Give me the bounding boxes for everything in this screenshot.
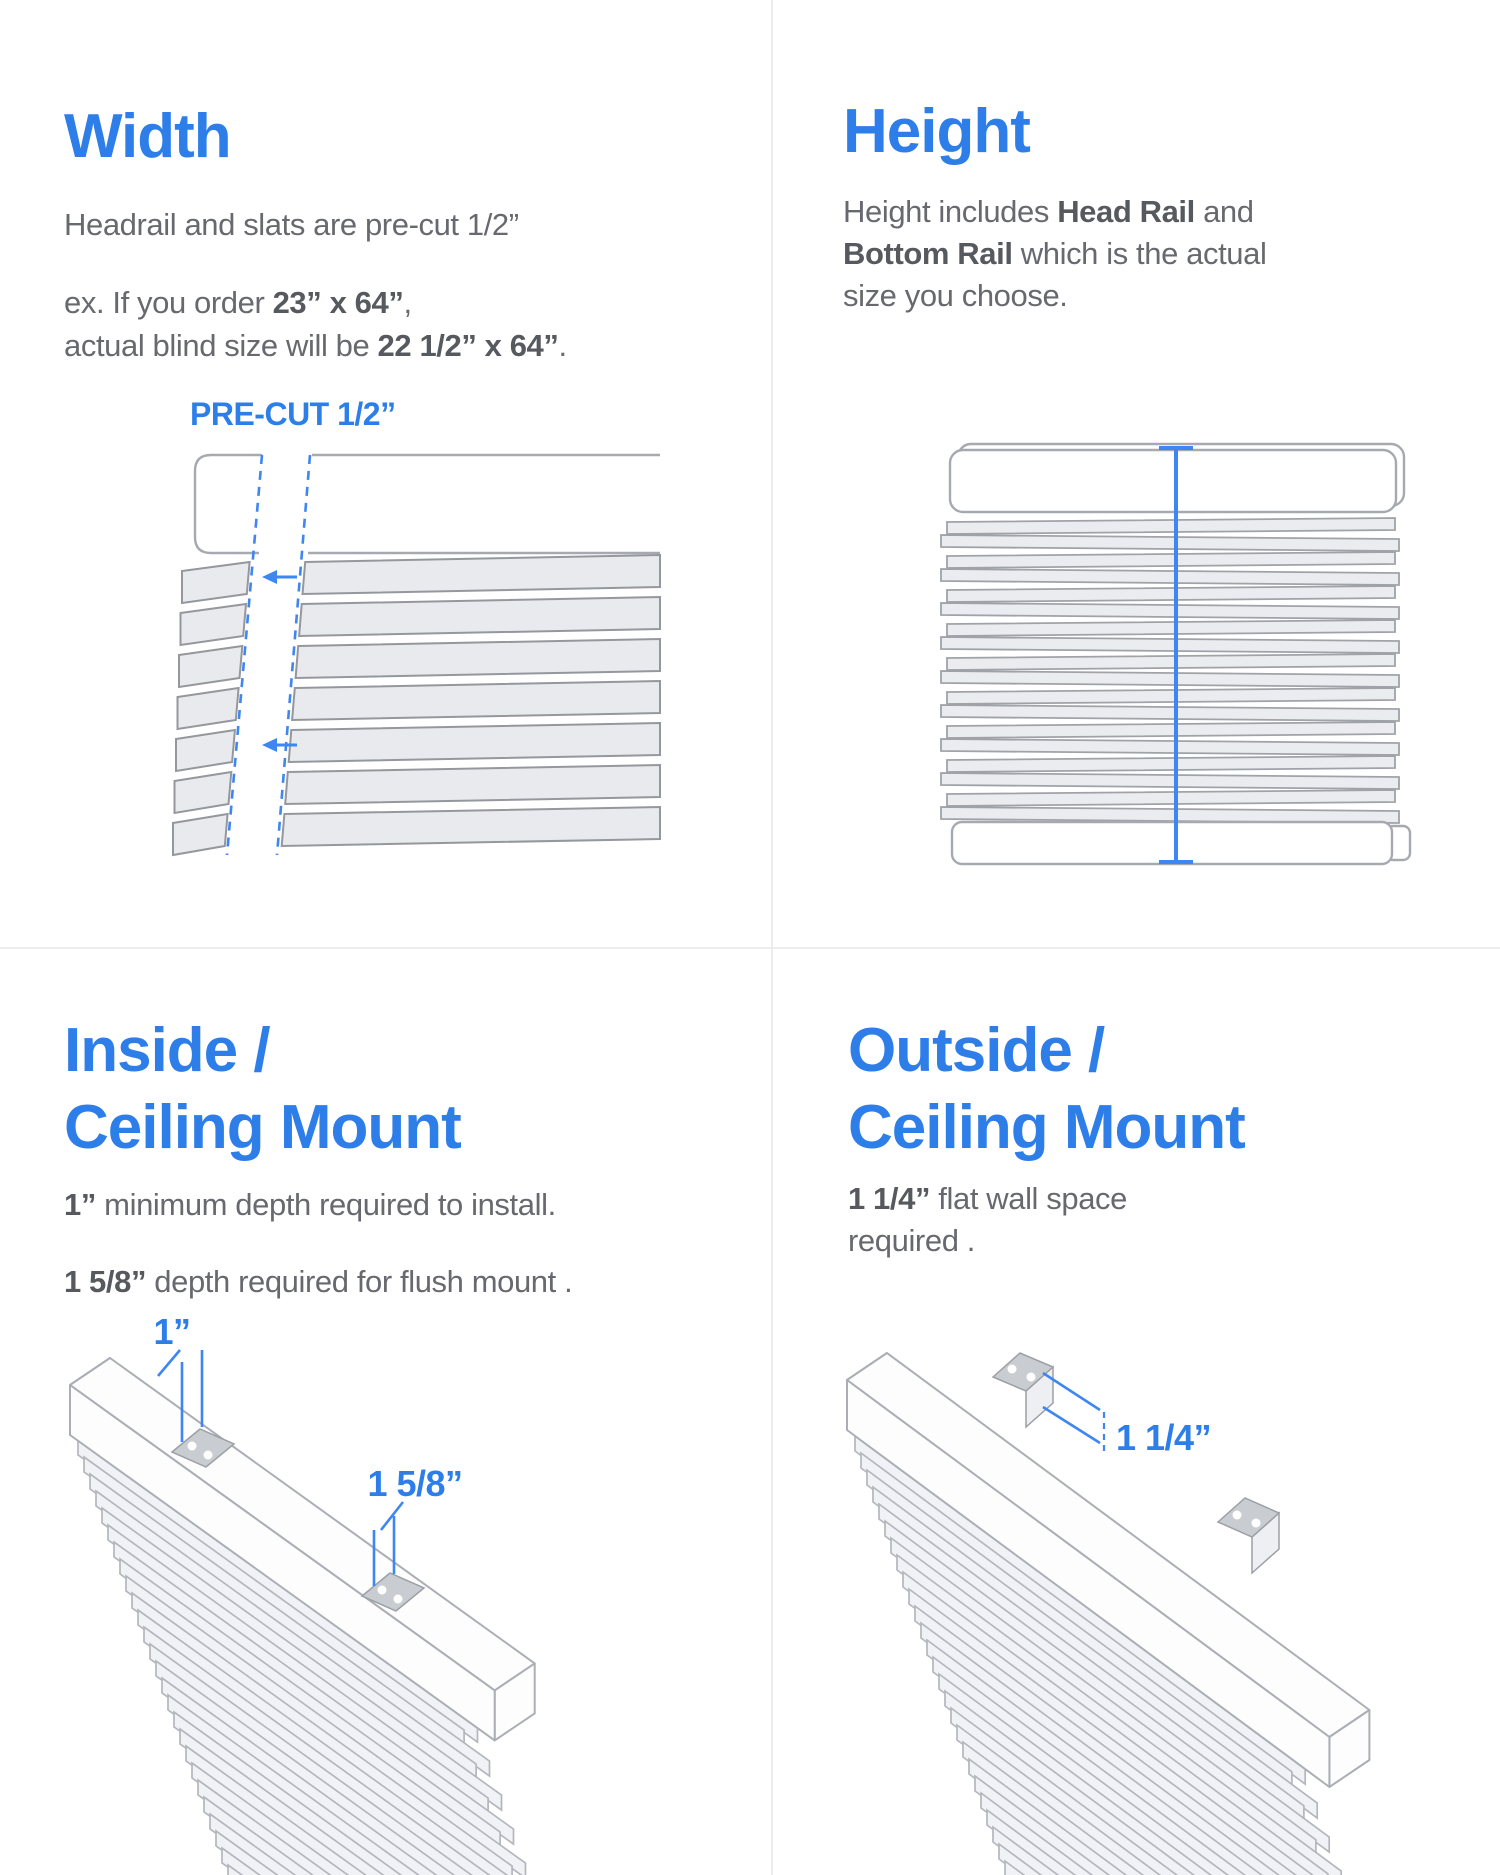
head-rail-term: Head Rail: [1057, 194, 1195, 229]
width-diagram: [30, 390, 690, 885]
slat: [296, 639, 660, 678]
slat: [941, 569, 1399, 585]
wall-space-value: 1 1/4”: [848, 1181, 931, 1216]
slat-stack: [78, 1440, 622, 1875]
slat: [947, 586, 1395, 602]
width-example-pre2: actual blind size will be: [64, 328, 378, 363]
slat: [947, 654, 1395, 670]
width-title: Width: [64, 102, 231, 171]
slat: [941, 671, 1399, 687]
outside-note-line2: [848, 1220, 1127, 1262]
ordered-size: 23” x 64”: [272, 285, 404, 320]
height-desc-line3: [843, 275, 1266, 317]
slat: [947, 518, 1395, 534]
slat: [947, 688, 1395, 704]
slat: [173, 814, 228, 855]
width-intro: Headrail and slats are pre-cut 1/2”: [64, 207, 519, 242]
cut-arrow-top: [262, 570, 297, 584]
slat: [947, 756, 1395, 772]
wall-bracket-2: [1218, 1498, 1279, 1573]
slat: [182, 562, 250, 603]
outside-mount-title: [848, 1012, 1245, 1166]
slat: [285, 765, 660, 804]
bottom-rail: [952, 822, 1392, 864]
headrail-left-piece: [195, 455, 262, 553]
headrail: [950, 450, 1396, 512]
slat: [941, 637, 1399, 653]
height-seg3: and: [1194, 194, 1254, 229]
height-seg1: Height includes: [843, 194, 1058, 229]
min-depth-value: 1”: [64, 1187, 96, 1222]
slat: [947, 620, 1395, 636]
height-seg6: size you choose.: [843, 278, 1068, 313]
slat: [947, 790, 1395, 806]
flush-depth-value: 1 5/8”: [64, 1264, 147, 1299]
outside-title-line1: Outside /: [848, 1016, 1105, 1085]
bottom-rail-term: Bottom Rail: [843, 236, 1013, 271]
min-depth-text: minimum depth required to install.: [95, 1187, 556, 1222]
precut-label: PRE-CUT 1/2”: [190, 396, 396, 432]
outside-wall-space-note: [848, 1178, 1127, 1262]
slat: [181, 604, 247, 645]
headrail-right-piece: [308, 455, 660, 553]
width-example-line1: [64, 281, 567, 324]
slat-stack-right: [282, 555, 660, 846]
wall-space-text: flat wall space: [930, 1181, 1127, 1216]
slat: [941, 705, 1399, 721]
height-diagram: [890, 430, 1450, 880]
width-example-pre: ex. If you order: [64, 285, 273, 320]
slat: [941, 807, 1399, 823]
inside-title-line2: Ceiling Mount: [64, 1093, 461, 1162]
slat: [299, 597, 660, 636]
slat: [303, 555, 661, 594]
height-description: [843, 191, 1266, 317]
slat: [941, 739, 1399, 755]
slat: [282, 807, 660, 846]
flush-depth-label: 1 5/8”: [367, 1463, 463, 1504]
slat: [941, 773, 1399, 789]
inside-title-line1: Inside /: [64, 1016, 270, 1085]
height-desc-line2: [843, 233, 1266, 275]
width-example-period: .: [558, 328, 567, 363]
wall-space-dimension: [1043, 1373, 1211, 1458]
slat: [947, 722, 1395, 738]
outside-mount-diagram: [760, 1300, 1500, 1875]
width-example: [64, 281, 567, 367]
actual-size: 22 1/2” x 64”: [377, 328, 559, 363]
slat: [178, 688, 239, 729]
slat: [947, 552, 1395, 568]
min-depth-label: 1”: [153, 1311, 191, 1352]
slat: [289, 723, 660, 762]
height-title: Height: [843, 97, 1030, 166]
outside-title-line2: Ceiling Mount: [848, 1093, 1245, 1162]
slat-stack: [941, 518, 1399, 823]
slat-stack-left: [173, 562, 250, 855]
inside-min-depth-note: [64, 1183, 556, 1226]
inside-flush-depth-note: [64, 1260, 572, 1303]
slat: [941, 535, 1399, 551]
width-example-comma: ,: [403, 285, 412, 320]
width-example-line2: [64, 324, 567, 367]
slat: [941, 603, 1399, 619]
wall-bracket-1: [993, 1353, 1053, 1427]
height-seg5: which is the actual: [1012, 236, 1267, 271]
wall-space-text2: required .: [848, 1223, 975, 1258]
quadrant-divider-horizontal: [0, 947, 1500, 949]
inside-mount-diagram: [0, 1300, 750, 1875]
slat: [179, 646, 242, 687]
flush-depth-text: depth required for flush mount .: [146, 1264, 573, 1299]
inside-mount-title: [64, 1012, 461, 1166]
wall-space-label: 1 1/4”: [1116, 1417, 1212, 1458]
height-desc-line1: [843, 191, 1266, 233]
slat: [176, 730, 235, 771]
slat: [292, 681, 660, 720]
slat: [175, 772, 232, 813]
outside-note-line1: [848, 1178, 1127, 1220]
